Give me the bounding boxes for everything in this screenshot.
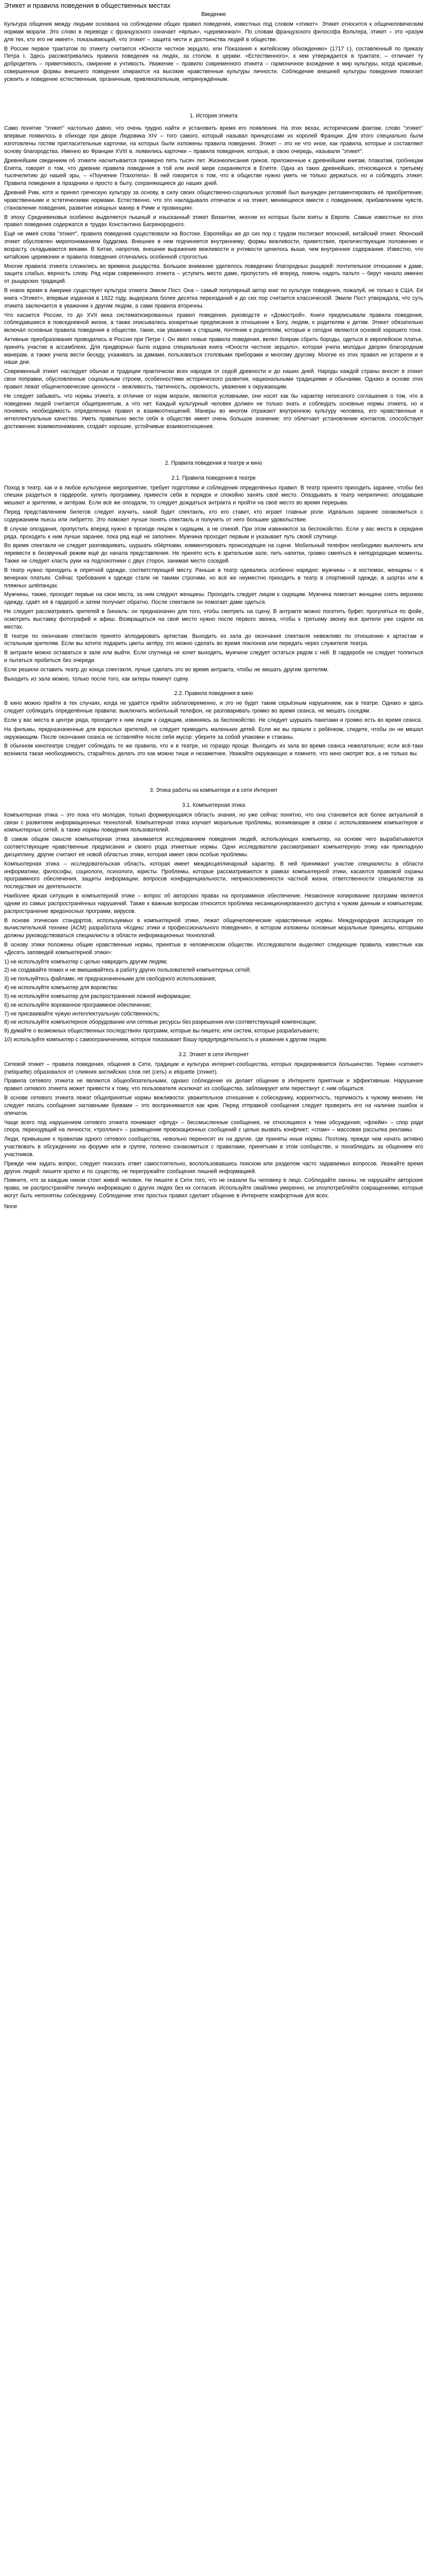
paragraph: Помните, что за каждым ником стоит живой человек. Не пишите в Сети того, что не сказали бы человеку в лицо. Соблюдайте законы, не нарушайте авторские права, не распространяйте личную информацию о других людях без их согласия. Используйте смайлики умеренно, не злоупотребляйте сокращениями, которые могут быть непонятны собеседнику. Соблюдение этих простых правил сделает общение в Интернете комфортным для всех. bbox=[4, 1177, 423, 1199]
footer-note: None bbox=[4, 1203, 18, 1210]
paragraph: Современный этикет наследует обычаи и традиции практически всех народов от седой древности и до наших дней. Народы каждой страны вносят в этикет свои поправки, обусловленные социальным строем, особенностями исторического развития, национальными традициями и обычаями. Однако в основе этих правил лежат общечеловеческие ценности – вежливость, тактичность, скромность, уважение к окружающим. bbox=[4, 368, 423, 390]
list-item: 2) не создавайте помех и не вмешивайтесь в работу других пользователей компьютерных сетей; bbox=[4, 967, 251, 974]
paragraph: Перед представлением билетов следует изучить, какой будет спектакль, кто его ставит, кто играет главные роли. Идеально заранее ознакомиться с содержанием пьесы или либретто. Это поможет лучше понять спектакль и получить от него большее удовольствие. bbox=[4, 509, 423, 523]
paragraph: Что касается России, то до XVII века систематизированных правил поведения, руководств и «Домострой». Книги предписывали правила поведения, соблюдавшиеся в повседневной жизни, а также описывались конкретные предписания в отношении к Богу, людям, к родителям и детям. Этикет обязательно включал основные правила поведения в обществе, такие, как уважение к старшим, почтение к родителям, которые и сегодня являются основой хорошего тона. bbox=[4, 312, 423, 334]
section-netiquette bbox=[4, 1061, 423, 1200]
list-item: 6) не используйте ворованное программное обеспечение; bbox=[4, 1002, 152, 1008]
section-computer-ethics bbox=[4, 811, 423, 1044]
paragraph: Многие правила этикета сложились во времена рыцарства. Большое внимание уделялось поведению благородных рыцарей: почтительное отношение к даме, защита слабых, верность слову. Ряд норм современного этикета – уступить место даме, пропустить её вперед, помочь надеть пальто – берут начало именно от рыцарских традиций. bbox=[4, 263, 423, 285]
list-item: 8) не используйте компьютерное оборудование или сетевые ресурсы без разрешения или соответствующей компенсации; bbox=[4, 1019, 317, 1026]
commandments-list bbox=[4, 958, 423, 1044]
paragraph: В антракте можно оставаться в зале или выйти. Если спутница не хочет выходить, мужчине следует остаться рядом с ней. В гардеробе не следует толпиться и пытаться пробиться без очереди. bbox=[4, 650, 423, 664]
intro-block bbox=[4, 21, 423, 83]
paragraph: В эпоху Средневековья особенно выделяется пышный и изысканный этикет Византии, многие из которых были взяты в Европе. Самые известные из этих правил поведения содержатся в трудах Константина Багрянородного. bbox=[4, 214, 423, 228]
paragraph: Прежде чем задать вопрос, следует поискать ответ самостоятельно, воспользовавшись поиском или разделом часто задаваемых вопросов. Уважайте время других людей: пишите кратко и по существу, не перегружайте сообщения лишней информацией. bbox=[4, 1160, 423, 1175]
paragraph: В основе этических стандартов, используемых в компьютерной этике, лежат общечеловеческие нравственные нормы. Международная ассоциация по вычислительной технике (ACM) разработала «Кодекс этики и профессионального поведения», в котором изложены основные моральные принципы, которыми должны руководствоваться специалисты в области информационных технологий. bbox=[4, 917, 423, 939]
paragraph: Выходить из зала можно, только после того, как актеры покинут сцену. bbox=[4, 675, 189, 682]
paragraph: Мужчины, также, проходят первые на свои места, за ним следуют женщины. Проходить следует лицом к сидящим. Мужчина помогает женщине снять верхнюю одежду, сдаёт её в гардероб и затем получает обратно. После спектакля он помогает даме одеться. bbox=[4, 591, 423, 606]
list-item: 5) не используйте компьютер для распространения ложной информации; bbox=[4, 993, 191, 999]
paragraph: Не следует рассматривать зрителей в бинокль: он предназначен для того, чтобы смотреть на сцену. В антракте можно посетить буфет, прогуляться по фойе, осмотреть выставку фотографий и афиш. Возвращаться на своё место нужно после первого звонка, чтобы к третьему звонку все зрители уже сидели на местах. bbox=[4, 608, 423, 630]
paragraph: В случае опоздания, пропустить вперед нужно в проходе лицом к сидящим, а не спиной. При этом извиняются за беспокойство. Если у вас места в середине ряда, проходить к ним лучше заранее, пока ряд ещё не заполнен. Мужчина проходит первым и указывает путь своей спутнице. bbox=[4, 526, 423, 540]
paragraph: Люди, привыкшие к правилам одного сетевого сообщества, невольно переносят их на другие, где приняты иные нормы. Поэтому, прежде чем начать активно участвовать в обсуждениях на форуме или в группе, полезно ознакомиться с правилами, принятыми в этом сообществе, и понаблюдать за общением его участников. bbox=[4, 1136, 423, 1158]
subsection-heading: 3.1. Компьютерная этика bbox=[182, 802, 246, 808]
paragraph: Поход в театр, как и в любое культурное мероприятие, требует подготовки и соблюдения определённых правил. В театр принято приходить заранее, чтобы без спешки раздеться в гардеробе, купить программку, привести себя в порядок и спокойно занять своё место. Опаздывать в театр неприлично: опоздавшие мешают и зрителям, и актёрам. Если всё же опоздали, то следует дождаться антракта и пройти на своё место во время перерыва. bbox=[4, 484, 423, 506]
paragraph: Компьютерная этика – это пока что молодая, только формирующаяся область знания, но уже сейчас понятно, что она становится всё более актуальной в связи с развитием информационных технологий. Компьютерная этика изучает моральные проблемы, возникающие в связи с использованием компьютеров и компьютерных сетей, а также нормы поведения пользователей. bbox=[4, 811, 423, 834]
section-history bbox=[4, 125, 423, 430]
paragraph: Активные преобразования проводились в России при Петре I. Он ввёл новые правила поведения, велел боярам сбрить бороды, одеться в европейское платье, принять участие в ассамблеях. Для придворных была издана специальная книга «Юности честное зерцало», которая учила молодых дворян благородным манерам, а также учила вести беседу, ухаживать за дамами, пользоваться столовыми приборами и многому другому. Многие из этих правил не устарели и в наши дни. bbox=[4, 336, 423, 366]
paragraph: В основу этики положены общие нравственные нормы, принятые в человеческом обществе. Исследователи выделяют следующие правила, известные как «Десять заповедей компьютерной этики»: bbox=[4, 942, 423, 956]
paragraph: В самом общем смысле компьютерная этика занимается исследованием поведения людей, использующих компьютер, на основе чего вырабатываются соответствующие нравственные предписания и своего рода этикетные нормы. Одни исследователи рассматривают компьютерную этику как прикладную дисциплину, другие считают её новой областью этики, которая имеет свои особые проблемы. bbox=[4, 836, 423, 858]
document-page bbox=[0, 0, 427, 1221]
intro-paragraph: Культура общения между людьми основана на соблюдении общих правил поведения, известных под словом «этикет». Этикет относится к общечеловеческим нормам морали. Это слово в переводе с французского означает «ярлык», «церемониал». По словам французского философа Вольтера, этикет – это «разум для тех, кто его не имеет», показывающий, что этикет – защита чести и достоинства людей в обществе. bbox=[4, 21, 423, 43]
section-theatre bbox=[4, 484, 423, 683]
subsection-heading: 2.2. Правила поведения в кино bbox=[174, 690, 253, 697]
list-item: 10) используйте компьютер с самоограничением, которое показывает Вашу предупредительность и уважение к другим людям. bbox=[4, 1037, 327, 1043]
list-item: 1) не используйте компьютер с целью навредить другим людям; bbox=[4, 958, 168, 965]
paragraph: Не следует забывать, что нормы этикета, в отличие от норм морали, являются условными, они носят как бы характер неписаного соглашения о том, что в поведении людей считается общепринятым, а что нет. Каждый культурный человек должен не только знать и соблюдать основные нормы этикета, но и понимать необходимость определенных правил и взаимоотношений. Манеры во многом отражают внутреннюю культуру человека, его нравственные и интеллектуальные качества. Уметь правильно вести себя в обществе имеет очень большое значение: это облегчает установление контактов, способствует достижению взаимопонимания, создаёт хорошие, устойчивые взаимоотношения. bbox=[4, 393, 423, 430]
paragraph: В кино можно прийти в тех случаях, когда не удаётся прийти заблаговременно, и это не будет таким серьёзным нарушением, как в театре. Однако и здесь следует соблюдать определённые правила: выключить мобильный телефон, не разговаривать громко во время сеанса, не мешать соседям. bbox=[4, 700, 423, 715]
paragraph: В театре по окончании спектакля принято аплодировать артистам. Выходить из зала до окончания спектакля невежливо по отношению к артистам и остальным зрителям. Если вы хотите подарить цветы актёру, это можно сделать во время поклонов или передать через служителя театра. bbox=[4, 633, 423, 647]
subsection-heading: 3.2. Этикет в сети Интернет bbox=[178, 1051, 249, 1058]
paragraph: Наиболее яркая ситуация в компьютерной этике – вопрос об авторских правах на программное обеспечение. Незаконное копирование программ является одним из самых распространённых нарушений. Также к важным вопросам относится проблема несанкционированного доступа к чужим данным и компьютерам, распространение вредоносных программ, вирусов. bbox=[4, 893, 423, 914]
section-heading: 3. Этика работы на компьютере и в сети Интернет bbox=[150, 787, 277, 794]
paragraph: Само понятие "этикет" настолько давно, что очень трудно найти и установить время его появления. На этих вехах, историческим фактам, слово "этикет" впервые появилось в обиходе при дворе Людовика XIV – того самого, который называл принцессами их королей Франции. Для этого специально были изготовлены гостям пригласительные карточки, на которых были изложены правила поведения. Этикет – это не что иное, как правила, которые и составляют основу благородства. Именно во Франции XVIII в. появились карточки – правила поведения, которые, в свою очередь, называли "этикет". bbox=[4, 125, 423, 155]
subsection-heading: 2.1. Правила поведения в театре bbox=[171, 474, 256, 481]
paragraph: Древний Рим, котя и принял греческую культуру за основу, в силу своих общественно-социальных условий был вынужден регламентировать её приобретение, нравственными и эстетическими нормами. Естественно, что это накладывало отпечаток и на этикет, меняющееся вместе с поведением, прибавлением чувств, становление поведения, развитие изящных манер в Риме и провинциях. bbox=[4, 190, 423, 211]
paragraph: Если у вас места в центре ряда, проходите к ним лицом к сидящим, извиняясь за беспокойство. Не следует шуршать пакетами и громко есть во время сеанса. bbox=[4, 717, 423, 723]
paragraph: В обычном кинотеатре следует соблюдать те же правила, что и в театре, но гораздо проще. Выходить из зала во время сеанса нежелательно; если всё-таки возникла такая необходимость, старайтесь делать это как можно тише и незаметнее. Уважайте окружающих и помните, что кино смотрят все, а не только вы. bbox=[4, 743, 423, 757]
paragraph: Правила сетевого этикета не являются общеобязательными, однако соблюдение их делает общение в Интернете приятным и эффективным. Нарушение правил сетевого этикета может привести к тому, что пользователя исключат из сообщества, заблокируют или перестанут с ним общаться. bbox=[4, 1078, 423, 1092]
paragraph: Если решили оставить театр до конца спектакля, лучше сделать это во время антракта, чтобы не мешать другим зрителям. bbox=[4, 666, 329, 673]
paragraph: Древнейшим сведением об этикете насчитывается примерно пять тысяч лет. Жизнеописания греков, приложенные к древнейшим книгам, плакатам, гробницам Египта, говорят о том, что древние правила поведения в той или иной мере сохраняются в Египте. Одна из таких древнейших, относящихся к третьему тысячелетию до нашей эры, – «Поучение Птахотепа». В ней говорится о том, что в обществе нужно уметь не только держаться, но и соблюдать этикет. Правила поведения в праздники и просто в быту, сохраняющиеся до наших дней. bbox=[4, 157, 423, 187]
section-heading: 2. Правила поведения в театре и кино bbox=[165, 460, 263, 466]
paragraph: Компьютерная этика – исследовательская область, которая имеет междисциплинарный характер. В ней принимают участие специалисты в области информатики, философы, социологи, психологи, юристы. Проблемы, которые рассматриваются в рамках компьютерной этики, касаются правовой охраны программного обеспечения, защиты информации, вопросов конфиденциальности, неприкосновенности частной жизни, ответственности специалистов за последствия их деятельности. bbox=[4, 860, 423, 890]
list-item: 7) не присваивайте чужую интеллектуальную собственность; bbox=[4, 1010, 160, 1017]
paragraph: Ещё не имея слова "этикет", правила поведения существовали на Востоке. Европейцы же до сих пор с трудом постигают японский, китайский этикет. Японский этикет обусловлен миропониманием буддизма. Внешнее в нем подчиняется внутреннему; формы вежливости, приветствия, приличествующие положению и возрасту, складываются веками. В Китае, напротив, внешнее выражение вежливости и учтивости ценилось выше, чем внутреннее содержание. Известно, что китайские церемонии и правила поведения отличались особенной строгостью. bbox=[4, 231, 423, 260]
section-cinema bbox=[4, 700, 423, 758]
list-item: 9) думайте о возможных общественных последствиях программ, которые вы пишете, или систем, которые разрабатываете; bbox=[4, 1028, 320, 1035]
paragraph: В театр нужно приходить в опрятной одежде, соответствующей месту. Раньше в театр одевались особенно нарядно: мужчины – в костюмах, женщины – в вечерних платьях. Сейчас требования к одежде стали не такими строгими, но всё же неуместно приходить в театр в спортивной одежде, в шортах или в пляжных шлёпанцах. bbox=[4, 567, 423, 589]
paragraph: Чаще всего под нарушением сетевого этикета понимают «флуд» – бессмысленные сообщения, не относящиеся к теме обсуждения; «флейм» – спор ради спора, переходящий на личности; «троллинг» – размещение провокационных сообщений с целью вызвать конфликт; «спам» – массовая рассылка рекламы. bbox=[4, 1119, 423, 1133]
paragraph: Во время спектакля не следует разговаривать, шуршать обёртками, комментировать происходящее на сцене. Мобильный телефон необходимо выключить или перевести в беззвучный режим ещё до начала представления. Не принято есть в зрительном зале, пить напитки, громко смеяться в неподходящие моменты. Также не следует класть руки на подлокотники с двух сторон, занимая место соседей. bbox=[4, 543, 423, 565]
paragraph: В основе сетевого этикета лежат общепринятые нормы вежливости: уважительное отношение к собеседнику, корректность, терпимость к чужому мнению. Не следует писать сообщения заглавными буквами – это воспринимается как крик. Перед отправкой сообщения следует проверить его на наличие ошибок и опечаток. bbox=[4, 1095, 423, 1116]
list-item: 4) не используйте компьютер для воровства; bbox=[4, 985, 118, 991]
paragraph: В новое время в Америке существует культура этикета Эмили Пост. Она – самый популярный автор книг по культуре поведения, пожалуй, не только в США. Её книга «Этикет», впервые изданная в 1922 году, выдержала более десятка переизданий и до сих пор считается классической. Эмили Пост утверждала, что суть этикета заключается в уважении к другим людям, а сами правила вторичны. bbox=[4, 287, 423, 309]
paragraph: Сетевой этикет – правила поведения, общения в Сети, традиции и культура интернет-сообщества, которых придерживается большинство. Термин «сетикет» (netiquette) образовался от слияния английских слов net (сеть) и etiquette (этикет). bbox=[4, 1061, 423, 1075]
intro-paragraph: В России первое трактатом по этикету считается «Юности честное зерцало, или Показания к житейскому обхождению» (1717 г.), составленный по приказу Петра I. Здесь рассматривались правила поведения на людях, за столом, в церкви. «Естественного», к кем утверждается в трактате, – отличает ту добродетель – приветливость, смирение и учтивость. Уважение – правило современного этикета – гармоничное вхождение в мир культуры, когда красивые, совершенные формы внешнего поведения опираются на высокие нравственные культуры личности. Соблюдение внешней культуры поведения помогает усвоить и поведение естественным, органичным, привлекательным, непринуждённым. bbox=[4, 45, 423, 82]
paragraph: На фильмы, предназначенные для взрослых зрителей, не следует приводить маленьких детей. Если же вы пришли с ребёнком, следите, чтобы он не мешал окружающим. После окончания сеанса не оставляйте после себя мусор: уберите за собой упаковки и стаканы. bbox=[4, 726, 423, 740]
section-heading: 1. История этикета bbox=[189, 112, 238, 119]
list-item: 3) не пользуйтесь файлами, не предназначенными для свободного использования; bbox=[4, 976, 216, 982]
document-title: Этикет и правила поведения в общественных местах bbox=[4, 2, 171, 9]
document-subtitle: Введение bbox=[201, 11, 226, 18]
